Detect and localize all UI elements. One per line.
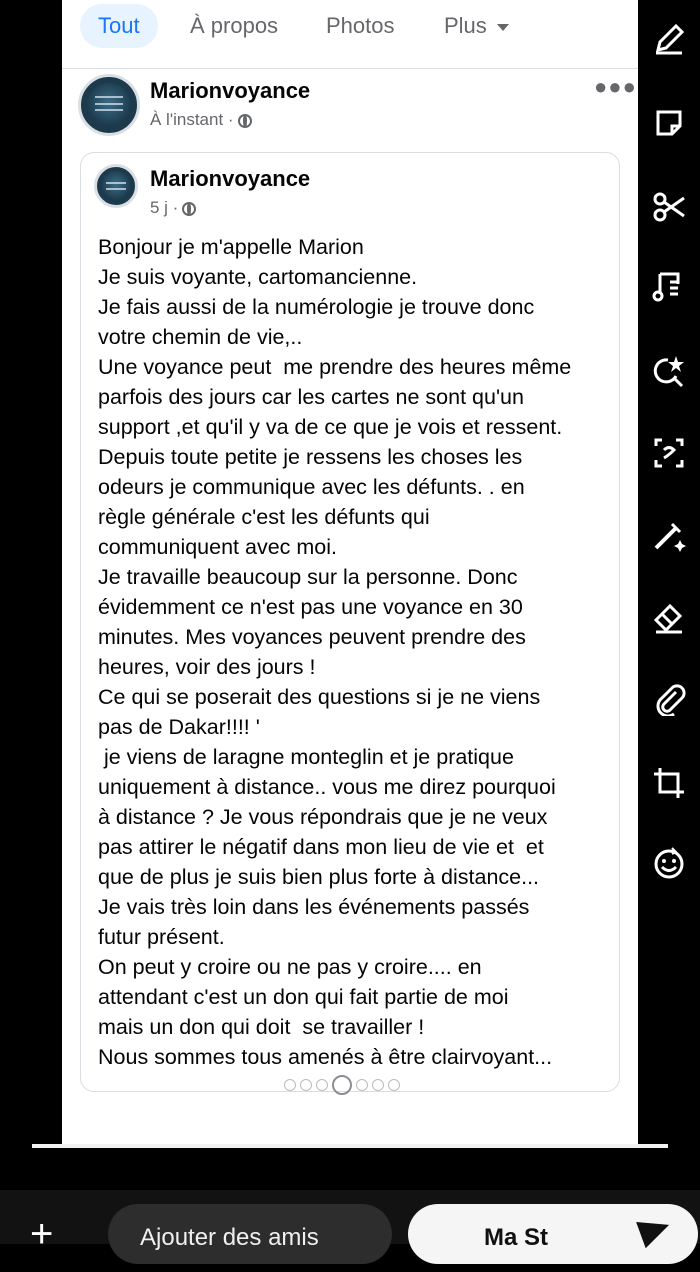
pager-dot [388,1079,400,1091]
globe-icon [182,202,196,216]
avatar-text-line [95,109,123,111]
music-icon[interactable] [652,270,686,304]
crop-icon[interactable] [652,766,686,800]
my-story-label: Ma St [484,1224,549,1251]
shared-post-avatar[interactable] [94,164,138,208]
add-friends-button[interactable]: Ajouter des amis [108,1204,392,1264]
story-bottom-bar [0,1190,700,1256]
shared-post-time-label: 5 j · [150,198,179,217]
avatar-image [87,83,131,127]
sticker-search-icon[interactable] [652,354,686,388]
pager-dot [300,1079,312,1091]
emoji-icon[interactable] [652,846,686,880]
screenshot-edge-line [32,1144,668,1148]
pager-dot [372,1079,384,1091]
shared-avatar-image [101,171,131,201]
globe-icon [238,114,252,128]
shared-post-time [150,198,196,218]
add-button[interactable]: + [30,1212,54,1256]
ai-select-icon[interactable] [652,436,686,470]
tab-all[interactable]: Tout [80,4,158,48]
pen-icon[interactable] [652,22,686,56]
tab-about[interactable]: À propos [190,13,279,38]
scissors-icon[interactable] [652,190,686,224]
post-time [150,110,252,130]
avatar-text-line [95,96,123,98]
avatar-text-line [95,103,123,105]
avatar-text-line [106,182,125,184]
pager-dot [316,1079,328,1091]
facebook-page-screen [62,0,638,1146]
tabs-divider [62,68,638,69]
pager-dot [356,1079,368,1091]
post-author[interactable]: Marionvoyance [150,78,311,103]
avatar-text-line [106,188,125,190]
caret-down-icon [497,24,509,31]
paperclip-icon[interactable] [652,682,686,716]
tab-more[interactable] [426,4,527,48]
pager-dot [284,1079,296,1091]
more-options-icon[interactable]: ●●● [594,74,637,99]
shared-post-author[interactable]: Marionvoyance [150,166,311,191]
eraser-icon[interactable] [652,600,686,634]
page-tabs [62,0,638,60]
pager-dot-active [332,1075,352,1095]
shape-icon[interactable] [652,106,686,140]
avatar[interactable] [78,74,140,136]
post-time-label: À l'instant · [150,110,234,129]
tab-more-label: Plus [444,13,487,38]
editing-toolbar [638,0,700,1146]
tab-photos[interactable]: Photos [326,13,395,38]
magic-wand-icon[interactable] [652,518,686,552]
shared-post-text: Bonjour je m'appelle Marion Je suis voyante, cartomancienne. Je fais aussi de la numérologie je trouve donc votre chemin de vie,.. Une voyance peut me prendre des heures même parfois des jours car les cartes ne sont qu'un support ,et qu'il y va de ce que je vois et ressent. Depuis toute petite je ressens les choses les odeurs je communique avec les défunts. . en règle générale c'est les défunts qui communiquent avec moi. Je travaille beaucoup sur la personne. Donc évidemment ce n'est pas une voyance en 30 minutes. Mes voyances peuvent prendre des heures, voir des jours ! Ce qui se poserait des questions si je ne viens pas de Dakar!!!! ' je viens de laragne monteglin et je pratique uniquement à distance.. vous me direz pourquoi à distance ? Je vous répondrais que je ne veux pas attirer le négatif dans mon lieu de vie et et que de plus je suis bien plus forte à distance... Je vais très loin dans les événements passés futur présent. On peut y croire ou ne pas y croire.... en attendant c'est un don qui fait partie de moi mais un don qui doit se travailler ! Nous sommes tous amenés à être clairvoyant... [98,235,572,1069]
